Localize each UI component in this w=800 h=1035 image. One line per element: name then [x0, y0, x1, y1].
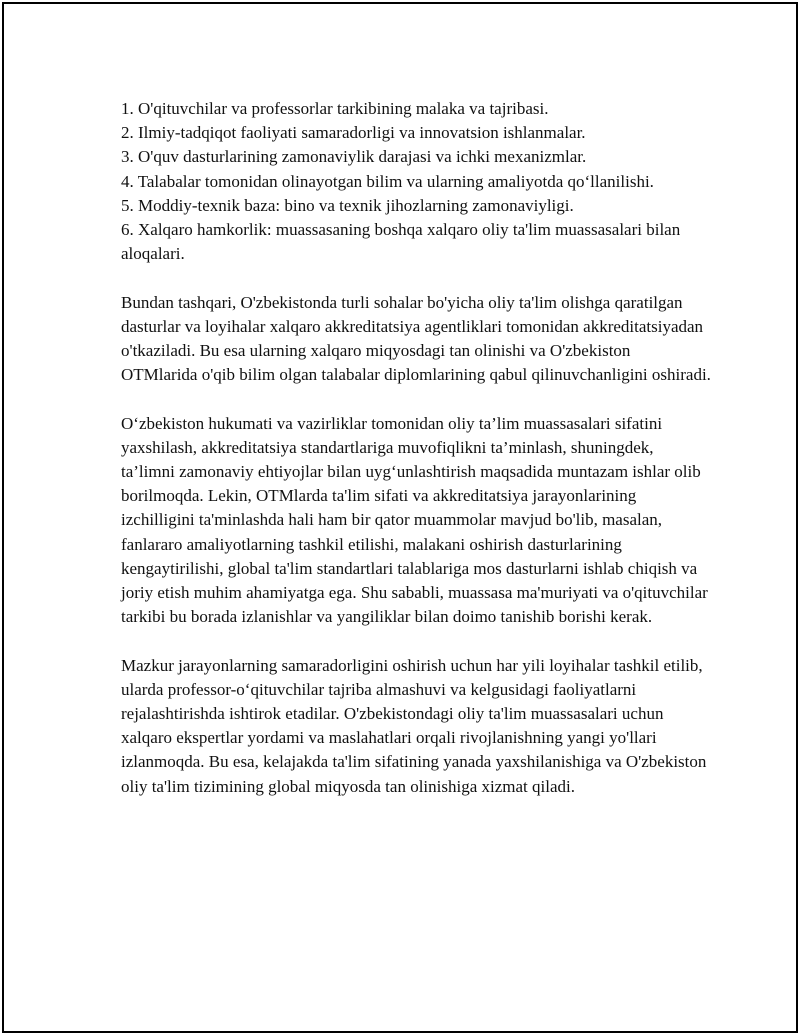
paragraph-accreditation: Bundan tashqari, O'zbekistonda turli sohalar bo'yicha oliy ta'lim olishga qaratilgan dasturlar va loyihalar xalqaro akkreditatsiya agentliklari tomonidan akkreditatsiyadan o'tkaziladi. Bu esa ularning xalqaro miqyosdagi tan olinishi va O'zbekiston OTMlarida o'qib bilim olgan talabalar diplomlarining qabul qilinuvchanligini oshiradi. — [121, 292, 711, 385]
criteria-list — [121, 97, 711, 266]
paragraph-government-efforts: O‘zbekiston hukumati va vazirliklar tomonidan oliy ta’lim muassasalari sifatini yaxshilash, akkreditatsiya standartlariga muvofiqlikni ta’minlash, shuningdek, ta’limni zamonaviy ehtiyojlar bilan uyg‘unlashtirish maqsadida muntazam ishlar olib borilmoqda. Lekin, OTMlarda ta'lim sifati va akkreditatsiya jarayonlarining izchilligini ta'minlashda hali ham bir qator muammolar mavjud bo'lib, masalan, fanlararo amaliyotlarning tashkil etilishi, malakani oshirish dasturlarining kengaytirilishi, global ta'lim standartlari talablariga mos dasturlarni ishlab chiqish va joriy etish muhim ahamiyatga ega. Shu sababli, muassasa ma'muriyati va o'qituvchilar tarkibi bu borada izlanishlar va yangiliklar bilan doimo tanishib borishi kerak. — [121, 413, 708, 627]
page-content — [121, 97, 711, 799]
list-item: 4. Talabalar tomonidan olinayotgan bilim va ularning amaliyotda qo‘llanilishi. — [121, 171, 654, 191]
paragraph-projects: Mazkur jarayonlarning samaradorligini oshirish uchun har yili loyihalar tashkil etilib, ularda professor-o‘qituvchilar tajriba almashuvi va kelgusidagi faoliyatlarni rejalashtirishda ishtirok etadilar. O'zbekistondagi oliy ta'lim muassasalari uchun xalqaro ekspertlar yordami va maslahatlari orqali rivojlanishning yangi yo'llari izlanmoqda. Bu esa, kelajakda ta'lim sifatining yanada yaxshilanishiga va O'zbekiston oliy ta'lim tizimining global miqyosda tan olinishiga xizmat qiladi. — [121, 655, 707, 796]
page-frame — [2, 2, 798, 1033]
list-item: 2. Ilmiy-tadqiqot faoliyati samaradorligi va innovatsion ishlanmalar. — [121, 123, 586, 143]
list-item: 5. Moddiy-texnik baza: bino va texnik jihozlarning zamonaviyligi. — [121, 195, 574, 215]
list-item: 3. O'quv dasturlarining zamonaviylik darajasi va ichki mexanizmlar. — [121, 147, 587, 167]
list-item: 6. Xalqaro hamkorlik: muassasaning boshqa xalqaro oliy ta'lim muassasalari bilan aloqalari. — [121, 220, 681, 264]
list-item: 1. O'qituvchilar va professorlar tarkibining malaka va tajribasi. — [121, 99, 549, 118]
